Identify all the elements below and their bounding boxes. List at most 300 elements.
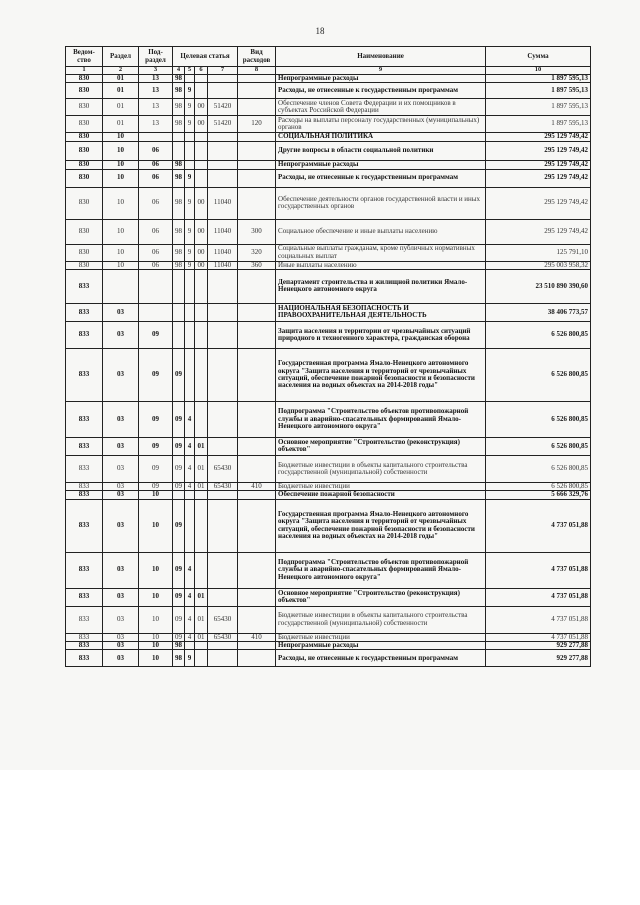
cell-target-event [195,74,208,82]
cell-sum: 6 526 800,85 [486,348,591,401]
cell-podrazdel: 10 [139,552,173,588]
cell-razdel: 10 [103,160,139,169]
column-number: 1 [66,67,103,75]
cell-vid-rashodov: 120 [238,116,276,133]
cell-vid-rashodov [238,491,276,499]
cell-target-direction: 51420 [208,116,238,133]
cell-target-event [195,321,208,348]
cell-razdel: 01 [103,83,139,99]
table-row [66,141,591,160]
cell-name: Бюджетные инвестиции в объекты капитального строительства государственной (муниципальной) собственности [276,606,486,633]
cell-vedomstvo: 833 [66,455,103,482]
table-row [66,650,591,667]
cell-name: Непрограммные расходы [276,160,486,169]
cell-vid-rashodov [238,303,276,321]
cell-target-event: 00 [195,187,208,219]
cell-vid-rashodov [238,187,276,219]
budget-table [65,46,591,667]
cell-target-event [195,650,208,667]
cell-name: Другие вопросы в области социальной политики [276,141,486,160]
cell-target-program: 98 [173,244,185,261]
cell-sum: 295 003 958,32 [486,261,591,269]
cell-target-program: 98 [173,99,185,116]
cell-target-program: 98 [173,219,185,244]
cell-target-event: 01 [195,588,208,606]
cell-sum: 6 526 800,85 [486,437,591,455]
cell-vedomstvo: 830 [66,99,103,116]
cell-target-program [173,491,185,499]
cell-name: Департамент строительства и жилищной политики Ямало-Ненецкого автономного округа [276,269,486,303]
cell-target-program: 09 [173,437,185,455]
cell-vedomstvo: 833 [66,437,103,455]
cell-vid-rashodov: 320 [238,244,276,261]
cell-vedomstvo: 833 [66,491,103,499]
table-row [66,348,591,401]
cell-target-subprogram: 4 [185,552,195,588]
cell-target-program: 98 [173,160,185,169]
table-row [66,116,591,133]
cell-vid-rashodov [238,437,276,455]
cell-sum: 125 791,10 [486,244,591,261]
cell-vedomstvo: 830 [66,244,103,261]
cell-name: Расходы на выплаты персоналу государственных (муниципальных) органов [276,116,486,133]
cell-name: СОЦИАЛЬНАЯ ПОЛИТИКА [276,133,486,141]
cell-vid-rashodov: 410 [238,482,276,490]
cell-sum: 6 526 800,85 [486,321,591,348]
cell-target-subprogram: 9 [185,116,195,133]
cell-target-event [195,303,208,321]
cell-sum: 1 897 595,13 [486,99,591,116]
column-number: 6 [195,67,208,75]
cell-razdel: 03 [103,641,139,649]
cell-razdel: 01 [103,74,139,82]
cell-target-direction [208,499,238,552]
cell-vedomstvo: 833 [66,552,103,588]
cell-vid-rashodov [238,133,276,141]
cell-target-event: 00 [195,219,208,244]
cell-target-event [195,552,208,588]
cell-podrazdel: 09 [139,401,173,437]
header-podrazdel: Под-раздел [139,47,173,67]
cell-vedomstvo: 830 [66,169,103,187]
cell-name: Непрограммные расходы [276,641,486,649]
cell-target-subprogram [185,491,195,499]
cell-podrazdel [139,133,173,141]
cell-target-program: 98 [173,261,185,269]
cell-target-subprogram: 4 [185,588,195,606]
header-name: Наименование [276,47,486,67]
cell-name: Основное мероприятие "Строительство (реконструкция) объектов" [276,588,486,606]
page-number: 18 [315,26,325,36]
cell-target-event: 01 [195,437,208,455]
column-number: 8 [238,67,276,75]
cell-podrazdel: 10 [139,491,173,499]
table-row [66,99,591,116]
cell-target-program: 09 [173,633,185,641]
cell-podrazdel: 09 [139,321,173,348]
cell-vid-rashodov [238,83,276,99]
cell-vedomstvo: 830 [66,141,103,160]
header-sum: Сумма [486,47,591,67]
cell-name: НАЦИОНАЛЬНАЯ БЕЗОПАСНОСТЬ И ПРАВООХРАНИТЕЛЬНАЯ ДЕЯТЕЛЬНОСТЬ [276,303,486,321]
table-row [66,321,591,348]
cell-target-direction [208,641,238,649]
header-vedomstvo: Ведом-ство [66,47,103,67]
cell-target-event [195,269,208,303]
cell-target-event [195,169,208,187]
cell-podrazdel: 10 [139,588,173,606]
cell-target-direction: 11040 [208,244,238,261]
cell-target-program: 09 [173,588,185,606]
cell-target-subprogram [185,133,195,141]
cell-sum: 929 277,88 [486,641,591,649]
cell-target-direction [208,83,238,99]
cell-razdel: 01 [103,116,139,133]
cell-target-program: 09 [173,606,185,633]
cell-name: Расходы, не отнесенные к государственным программам [276,169,486,187]
cell-podrazdel: 10 [139,650,173,667]
cell-podrazdel: 06 [139,244,173,261]
cell-name: Обеспечение пожарной безопасности [276,491,486,499]
table-row [66,482,591,490]
cell-target-direction [208,141,238,160]
cell-razdel: 01 [103,99,139,116]
cell-target-event: 00 [195,261,208,269]
cell-target-event: 00 [195,116,208,133]
cell-target-program: 98 [173,169,185,187]
cell-target-event [195,83,208,99]
cell-sum: 4 737 051,88 [486,633,591,641]
cell-vid-rashodov [238,606,276,633]
cell-target-subprogram [185,499,195,552]
table-row [66,219,591,244]
cell-target-program [173,141,185,160]
cell-target-direction [208,303,238,321]
cell-name: Бюджетные инвестиции в объекты капитального строительства государственной (муниципальной) собственности [276,455,486,482]
cell-vedomstvo: 830 [66,160,103,169]
cell-target-program: 09 [173,552,185,588]
cell-target-direction: 11040 [208,261,238,269]
cell-target-direction: 51420 [208,99,238,116]
table-row [66,437,591,455]
cell-target-subprogram: 9 [185,261,195,269]
cell-target-subprogram: 4 [185,455,195,482]
cell-name: Иные выплаты населению [276,261,486,269]
cell-podrazdel: 13 [139,74,173,82]
cell-target-direction [208,74,238,82]
cell-target-direction [208,269,238,303]
cell-name: Основное мероприятие "Строительство (реконструкция) объектов" [276,437,486,455]
cell-sum: 295 129 749,42 [486,141,591,160]
table-row [66,588,591,606]
cell-vedomstvo: 830 [66,83,103,99]
cell-target-direction: 11040 [208,187,238,219]
cell-vid-rashodov [238,269,276,303]
cell-sum: 6 526 800,85 [486,482,591,490]
table-row [66,261,591,269]
cell-vid-rashodov [238,160,276,169]
cell-target-subprogram: 9 [185,244,195,261]
cell-podrazdel: 09 [139,482,173,490]
cell-name: Подпрограмма "Строительство объектов противопожарной службы и аварийно-спасательных формирований Ямало-Ненецкого автономного округа" [276,401,486,437]
cell-target-direction [208,650,238,667]
cell-name: Защита населения и территории от чрезвычайных ситуаций природного и техногенного характера, гражданская оборона [276,321,486,348]
cell-target-direction: 65430 [208,455,238,482]
cell-target-program: 09 [173,401,185,437]
cell-target-direction [208,169,238,187]
cell-target-event: 01 [195,633,208,641]
cell-vedomstvo: 830 [66,116,103,133]
cell-vedomstvo: 830 [66,219,103,244]
cell-target-event: 00 [195,99,208,116]
cell-target-event [195,401,208,437]
cell-podrazdel: 13 [139,116,173,133]
cell-name: Государственная программа Ямало-Ненецкого автономного округа "Защита населения и территорий от чрезвычайных ситуаций, обеспечение пожарной безопасности и безопасности населения на водных объектах на 2014-2018 годы" [276,499,486,552]
cell-target-subprogram: 9 [185,99,195,116]
cell-vedomstvo: 833 [66,482,103,490]
cell-vedomstvo: 830 [66,261,103,269]
cell-sum: 4 737 051,88 [486,606,591,633]
cell-razdel: 03 [103,588,139,606]
cell-name: Обеспечение деятельности органов государственной власти и иных государственных органов [276,187,486,219]
cell-sum: 295 129 749,42 [486,160,591,169]
cell-target-event [195,141,208,160]
column-number: 2 [103,67,139,75]
column-number: 9 [276,67,486,75]
cell-sum: 4 737 051,88 [486,552,591,588]
table-row [66,187,591,219]
table-row [66,303,591,321]
table-row [66,641,591,649]
cell-vedomstvo: 833 [66,650,103,667]
cell-razdel: 10 [103,219,139,244]
cell-target-subprogram: 4 [185,401,195,437]
cell-target-direction: 65430 [208,482,238,490]
cell-target-direction [208,348,238,401]
cell-vid-rashodov: 410 [238,633,276,641]
cell-target-event [195,160,208,169]
cell-razdel: 03 [103,499,139,552]
column-number: 10 [486,67,591,75]
cell-razdel: 03 [103,491,139,499]
table-row [66,169,591,187]
cell-vid-rashodov [238,588,276,606]
cell-vid-rashodov [238,499,276,552]
cell-target-event [195,133,208,141]
cell-target-subprogram [185,160,195,169]
cell-target-program [173,133,185,141]
table-row [66,606,591,633]
cell-vedomstvo: 833 [66,633,103,641]
cell-target-subprogram [185,269,195,303]
cell-target-subprogram: 9 [185,187,195,219]
cell-vid-rashodov: 360 [238,261,276,269]
cell-target-subprogram: 9 [185,219,195,244]
cell-sum: 4 737 051,88 [486,588,591,606]
table-row [66,244,591,261]
cell-name: Бюджетные инвестиции [276,633,486,641]
cell-target-subprogram [185,303,195,321]
cell-podrazdel [139,303,173,321]
cell-target-program: 09 [173,348,185,401]
cell-target-direction: 11040 [208,219,238,244]
cell-target-subprogram: 9 [185,650,195,667]
cell-vid-rashodov [238,74,276,82]
cell-vedomstvo: 830 [66,187,103,219]
cell-razdel: 03 [103,633,139,641]
cell-target-event: 01 [195,455,208,482]
cell-sum: 295 129 749,42 [486,219,591,244]
cell-podrazdel: 09 [139,348,173,401]
cell-vid-rashodov: 300 [238,219,276,244]
cell-target-program: 98 [173,641,185,649]
cell-podrazdel: 06 [139,141,173,160]
cell-podrazdel: 09 [139,455,173,482]
table-row [66,74,591,82]
cell-target-program: 98 [173,83,185,99]
cell-vedomstvo: 833 [66,588,103,606]
cell-target-subprogram: 4 [185,437,195,455]
cell-target-subprogram: 4 [185,633,195,641]
cell-podrazdel: 06 [139,219,173,244]
table-row [66,633,591,641]
cell-razdel: 10 [103,169,139,187]
cell-vedomstvo: 830 [66,74,103,82]
cell-podrazdel: 06 [139,261,173,269]
cell-podrazdel: 10 [139,641,173,649]
header-row [66,47,591,67]
table-row [66,455,591,482]
cell-vid-rashodov [238,641,276,649]
cell-podrazdel [139,269,173,303]
cell-target-subprogram: 9 [185,83,195,99]
cell-sum: 38 406 773,57 [486,303,591,321]
column-number: 5 [185,67,195,75]
cell-name: Расходы, не отнесенные к государственным программам [276,83,486,99]
cell-vid-rashodov [238,321,276,348]
cell-target-program: 98 [173,116,185,133]
table-body [66,74,591,666]
cell-target-subprogram [185,348,195,401]
cell-target-direction: 65430 [208,606,238,633]
cell-razdel: 03 [103,455,139,482]
cell-podrazdel: 13 [139,83,173,99]
cell-razdel [103,269,139,303]
cell-target-program: 09 [173,482,185,490]
cell-name: Государственная программа Ямало-Ненецкого автономного округа "Защита населения и территорий от чрезвычайных ситуаций, обеспечение пожарной безопасности и безопасности населения на водных объектах на 2014-2018 годы" [276,348,486,401]
cell-target-subprogram [185,641,195,649]
cell-target-direction [208,133,238,141]
cell-name: Обеспечение членов Совета Федерации и их помощников в субъектах Российской Федерации [276,99,486,116]
cell-target-subprogram: 4 [185,606,195,633]
cell-sum: 1 897 595,13 [486,83,591,99]
cell-razdel: 03 [103,437,139,455]
table-row [66,269,591,303]
cell-razdel: 10 [103,141,139,160]
cell-razdel: 03 [103,348,139,401]
cell-name: Бюджетные инвестиции [276,482,486,490]
header-target-article: Целевая статья [173,47,238,67]
cell-podrazdel: 10 [139,633,173,641]
cell-target-subprogram: 9 [185,169,195,187]
cell-vedomstvo: 833 [66,499,103,552]
cell-vedomstvo: 833 [66,269,103,303]
cell-name: Подпрограмма "Строительство объектов противопожарной службы и аварийно-спасательных формирований Ямало-Ненецкого автономного округа" [276,552,486,588]
cell-razdel: 10 [103,133,139,141]
cell-sum: 5 666 329,76 [486,491,591,499]
cell-vedomstvo: 833 [66,321,103,348]
cell-name: Непрограммные расходы [276,74,486,82]
cell-sum: 929 277,88 [486,650,591,667]
cell-razdel: 03 [103,606,139,633]
cell-vid-rashodov [238,552,276,588]
cell-razdel: 10 [103,244,139,261]
cell-podrazdel: 06 [139,169,173,187]
cell-target-program: 09 [173,499,185,552]
cell-target-event: 01 [195,482,208,490]
cell-podrazdel: 06 [139,187,173,219]
cell-name: Социальное обеспечение и иные выплаты населению [276,219,486,244]
cell-podrazdel: 10 [139,606,173,633]
cell-target-direction [208,491,238,499]
table-row [66,499,591,552]
cell-target-direction [208,552,238,588]
cell-vedomstvo: 833 [66,641,103,649]
cell-target-program [173,269,185,303]
cell-target-program: 98 [173,650,185,667]
cell-target-direction [208,588,238,606]
cell-sum: 1 897 595,13 [486,116,591,133]
cell-sum: 4 737 051,88 [486,499,591,552]
cell-razdel: 03 [103,650,139,667]
cell-vid-rashodov [238,169,276,187]
cell-target-event: 01 [195,606,208,633]
table-row [66,160,591,169]
table-row [66,401,591,437]
column-number: 7 [208,67,238,75]
cell-vid-rashodov [238,348,276,401]
cell-target-event [195,491,208,499]
cell-name: Расходы, не отнесенные к государственным программам [276,650,486,667]
cell-sum: 295 129 749,42 [486,187,591,219]
cell-podrazdel: 06 [139,160,173,169]
table-row [66,83,591,99]
cell-sum: 23 510 890 390,60 [486,269,591,303]
cell-sum: 295 129 749,42 [486,133,591,141]
cell-vedomstvo: 833 [66,401,103,437]
cell-target-subprogram [185,321,195,348]
column-number-row [66,67,591,75]
cell-vedomstvo: 833 [66,303,103,321]
cell-target-event [195,641,208,649]
cell-target-direction [208,401,238,437]
cell-target-subprogram: 4 [185,482,195,490]
cell-razdel: 10 [103,187,139,219]
column-number: 4 [173,67,185,75]
cell-target-direction [208,437,238,455]
cell-target-direction [208,321,238,348]
cell-sum: 295 129 749,42 [486,169,591,187]
cell-target-subprogram [185,141,195,160]
column-number: 3 [139,67,173,75]
cell-vid-rashodov [238,141,276,160]
cell-target-direction: 65430 [208,633,238,641]
cell-razdel: 03 [103,321,139,348]
cell-target-program: 98 [173,187,185,219]
cell-razdel: 10 [103,261,139,269]
cell-razdel: 03 [103,303,139,321]
cell-vid-rashodov [238,455,276,482]
